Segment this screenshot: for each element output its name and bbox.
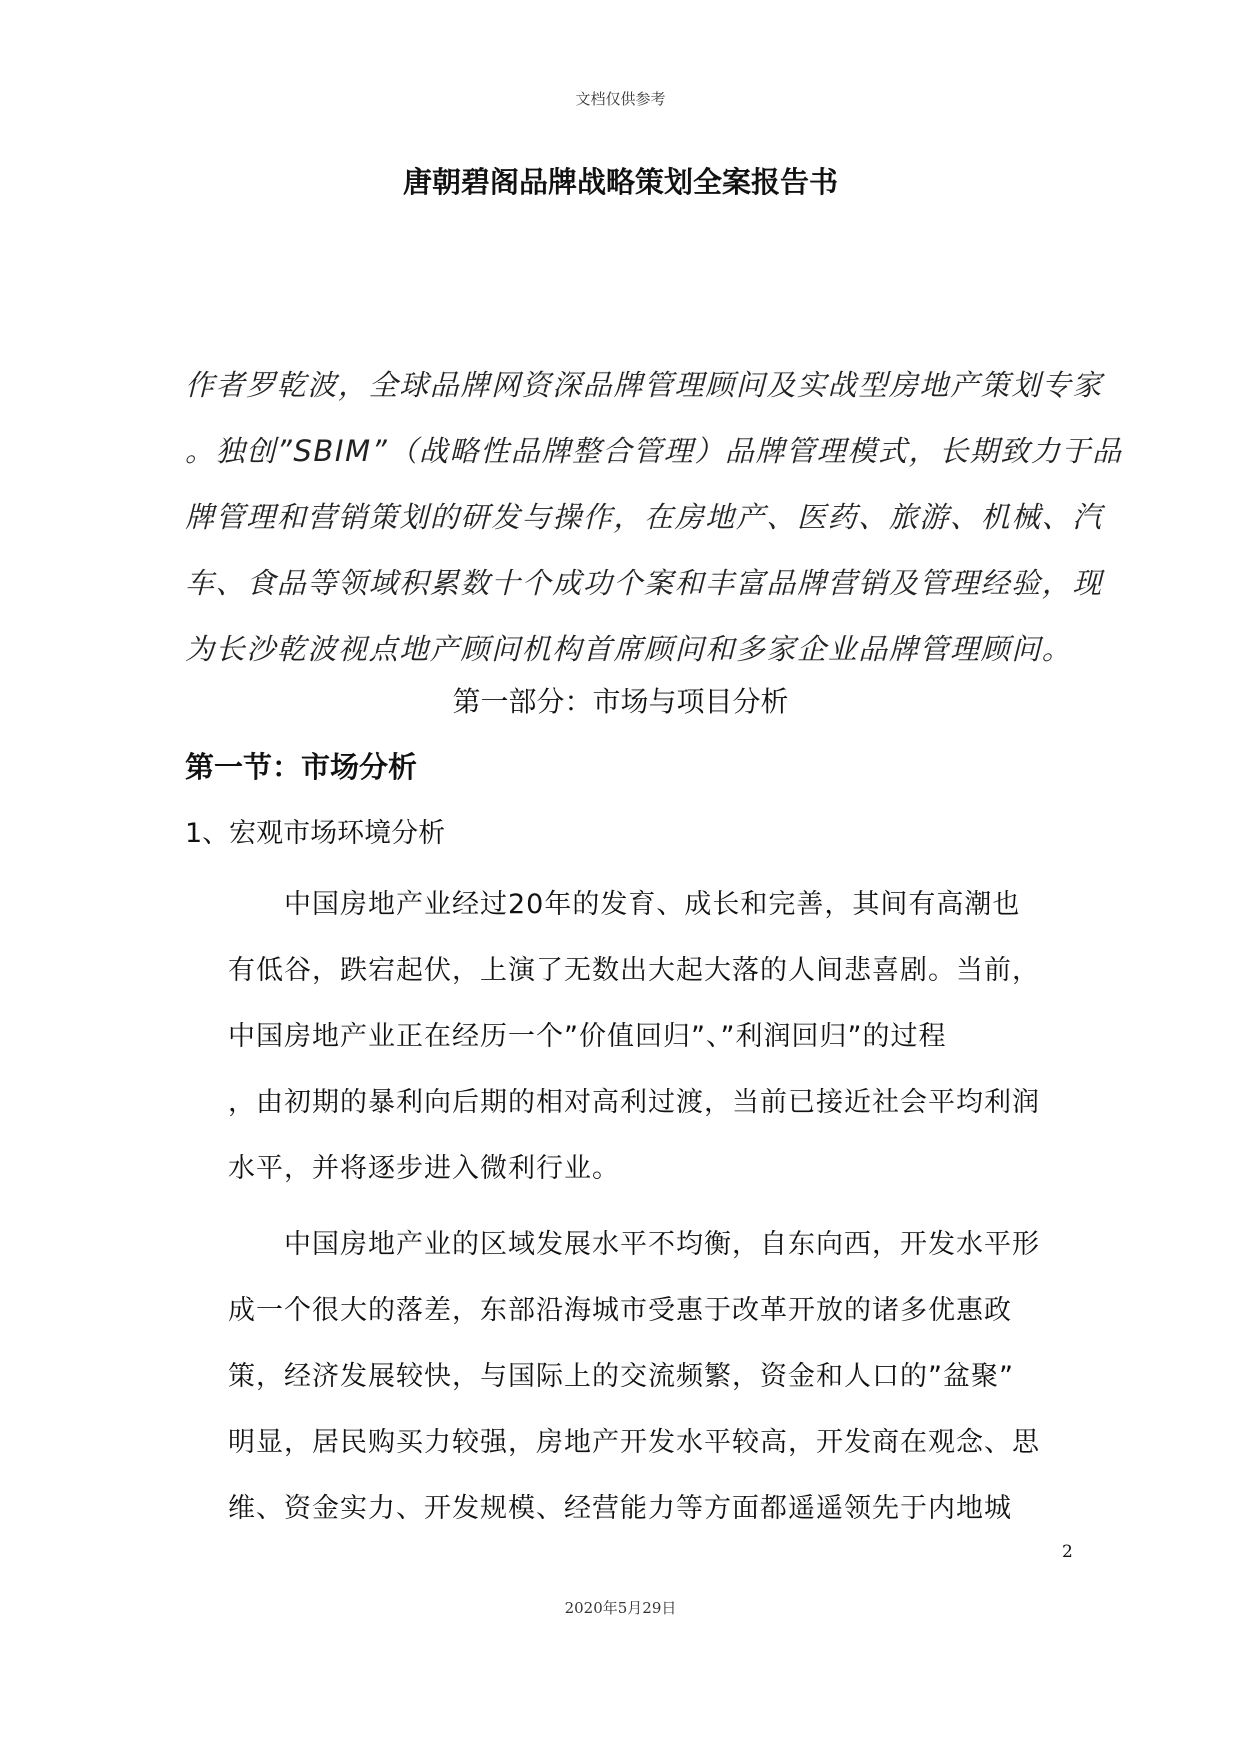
subsection-heading: 1、宏观市场环境分析 xyxy=(185,818,446,849)
paragraph-line: 有低谷，跌宕起伏，上演了无数出大起大落的人间悲喜剧。当前， xyxy=(228,955,1040,986)
author-intro xyxy=(185,352,1123,682)
paragraph-line: 成一个很大的落差，东部沿海城市受惠于改革开放的诸多优惠政 xyxy=(228,1295,1012,1326)
page-header: 文档仅供参考 xyxy=(575,90,666,108)
paragraph-line: ，由初期的暴利向后期的相对高利过渡，当前已接近社会平均利润 xyxy=(228,1087,1040,1118)
intro-line: 。独创”SBIM”（战略性品牌整合管理）品牌管理模式，长期致力于品 xyxy=(185,434,1123,468)
footer-date: 2020年5月29日 xyxy=(564,1599,677,1617)
section-heading: 第一节：市场分析 xyxy=(185,750,418,784)
body-text xyxy=(228,872,1088,1542)
paragraph-line: 明显，居民购买力较强，房地产开发水平较高，开发商在观念、思 xyxy=(228,1427,1040,1458)
paragraph-line: 中国房地产业的区域发展水平不均衡，自东向西，开发水平形 xyxy=(228,1229,1040,1260)
document-title: 唐朝碧阁品牌战略策划全案报告书 xyxy=(402,165,838,199)
paragraph-line: 策，经济发展较快，与国际上的交流频繁，资金和人口的”盆聚” xyxy=(228,1361,1014,1392)
part-heading: 第一部分：市场与项目分析 xyxy=(452,685,789,718)
paragraph-line: 水平，并将逐步进入微利行业。 xyxy=(228,1153,620,1184)
page-number: 2 xyxy=(1062,1542,1073,1562)
paragraph-line: 维、资金实力、开发规模、经营能力等方面都遥遥领先于内地城 xyxy=(228,1493,1012,1524)
paragraph-line: 中国房地产业经过20年的发育、成长和完善，其间有高潮也 xyxy=(228,889,1021,920)
intro-line: 作者罗乾波，全球品牌网资深品牌管理顾问及实战型房地产策划专家 xyxy=(185,368,1104,402)
intro-line: 牌管理和营销策划的研发与操作，在房地产、医药、旅游、机械、汽 xyxy=(185,500,1104,534)
intro-line: 为长沙乾波视点地产顾问机构首席顾问和多家企业品牌管理顾问。 xyxy=(185,632,1073,666)
paragraph-line: 中国房地产业正在经历一个”价值回归”、”利润回归”的过程 xyxy=(228,1021,947,1052)
intro-line: 车、食品等领域积累数十个成功个案和丰富品牌营销及管理经验，现 xyxy=(185,566,1104,600)
